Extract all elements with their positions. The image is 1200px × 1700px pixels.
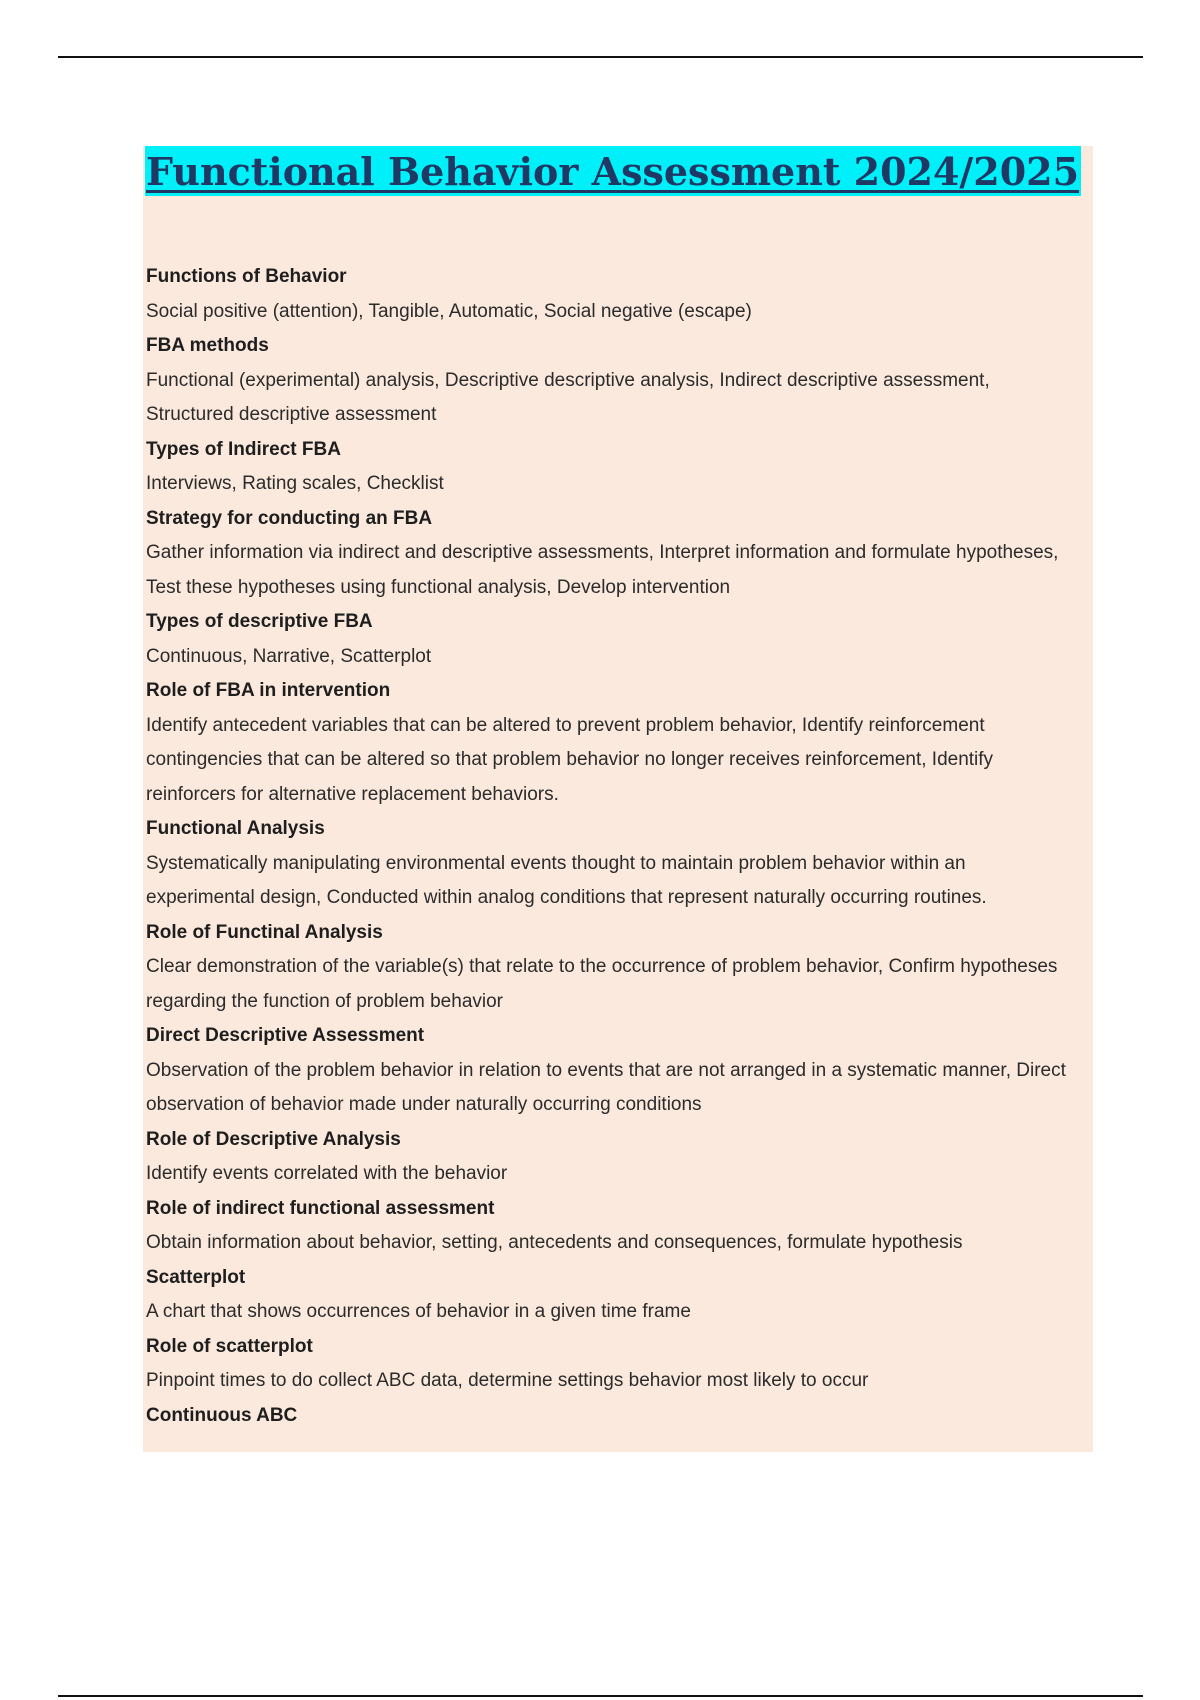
- entry-term: Role of Functinal Analysis: [146, 921, 383, 943]
- entry-term: Role of FBA in intervention: [146, 680, 391, 701]
- entry-term: Direct Descriptive Assessment: [146, 1025, 425, 1046]
- entry-term: Scatterplot: [146, 1266, 246, 1288]
- entry-definition: A chart that shows occurrences of behavior in a given time frame: [146, 1301, 691, 1322]
- entry-definition: Pinpoint times to do collect ABC data, determine settings behavior most likely to occur: [146, 1370, 869, 1391]
- document-title: Functional Behavior Assessment 2024/2025: [145, 146, 1081, 196]
- list-item: [146, 502, 1076, 606]
- list-item: [146, 1330, 1076, 1399]
- entry-definition: Observation of the problem behavior in relation to events that are not arranged in a systematic manner, Direct observation of behavior made under naturally occurring conditions: [146, 1059, 1066, 1115]
- entry-term: Role of Descriptive Analysis: [146, 1128, 401, 1150]
- entry-definition: Interviews, Rating scales, Checklist: [146, 473, 444, 494]
- list-item: [146, 1123, 1076, 1192]
- entry-term: Continuous ABC: [146, 1404, 298, 1426]
- entry-definition: Obtain information about behavior, setting, antecedents and consequences, formulate hypothesis: [146, 1232, 963, 1253]
- entry-term: Types of descriptive FBA: [146, 611, 373, 632]
- entry-term: Strategy for conducting an FBA: [146, 507, 433, 529]
- entry-term: Role of indirect functional assessment: [146, 1197, 495, 1219]
- entry-definition: Social positive (attention), Tangible, Automatic, Social negative (escape): [146, 300, 752, 322]
- entry-term: Functions of Behavior: [146, 266, 347, 287]
- entry-term: Types of Indirect FBA: [146, 438, 341, 460]
- entry-definition: Systematically manipulating environmental events thought to maintain problem behavior within an experimental design, Conducted within analog conditions that represent naturally occurring routines.: [146, 852, 987, 908]
- entry-definition: Identify antecedent variables that can be altered to prevent problem behavior, Identify reinforcement contingencies that can be altered so that problem behavior no longer receives reinforcement, Identify reinforcers for alternative replacement behaviors.: [146, 714, 994, 805]
- list-item: [146, 1399, 1076, 1434]
- entry-term: FBA methods: [146, 335, 269, 356]
- list-item: [146, 1019, 1076, 1123]
- entry-definition: Clear demonstration of the variable(s) that relate to the occurrence of problem behavior, Confirm hypotheses regarding the function of problem behavior: [146, 956, 1058, 1012]
- list-item: [146, 329, 1076, 433]
- list-item: [146, 605, 1076, 674]
- list-item: [146, 1192, 1076, 1261]
- list-item: [146, 812, 1076, 916]
- entry-definition: Continuous, Narrative, Scatterplot: [146, 645, 432, 667]
- list-item: [146, 433, 1076, 502]
- bottom-page-rule: [58, 1695, 1143, 1697]
- entry-definition: Functional (experimental) analysis, Descriptive descriptive analysis, Indirect descriptive assessment, Structured descriptive assessment: [146, 369, 990, 425]
- top-page-rule: [58, 56, 1143, 58]
- list-item: [146, 916, 1076, 1020]
- entry-term: Role of scatterplot: [146, 1335, 313, 1357]
- entry-term: Functional Analysis: [146, 818, 325, 839]
- list-item: [146, 260, 1076, 329]
- list-item: [146, 674, 1076, 812]
- flashcard-list: [146, 260, 1076, 1433]
- list-item: [146, 1261, 1076, 1330]
- entry-definition: Gather information via indirect and descriptive assessments, Interpret information and formulate hypotheses, Test these hypotheses using functional analysis, Develop intervention: [146, 542, 1059, 598]
- entry-definition: Identify events correlated with the behavior: [146, 1163, 508, 1184]
